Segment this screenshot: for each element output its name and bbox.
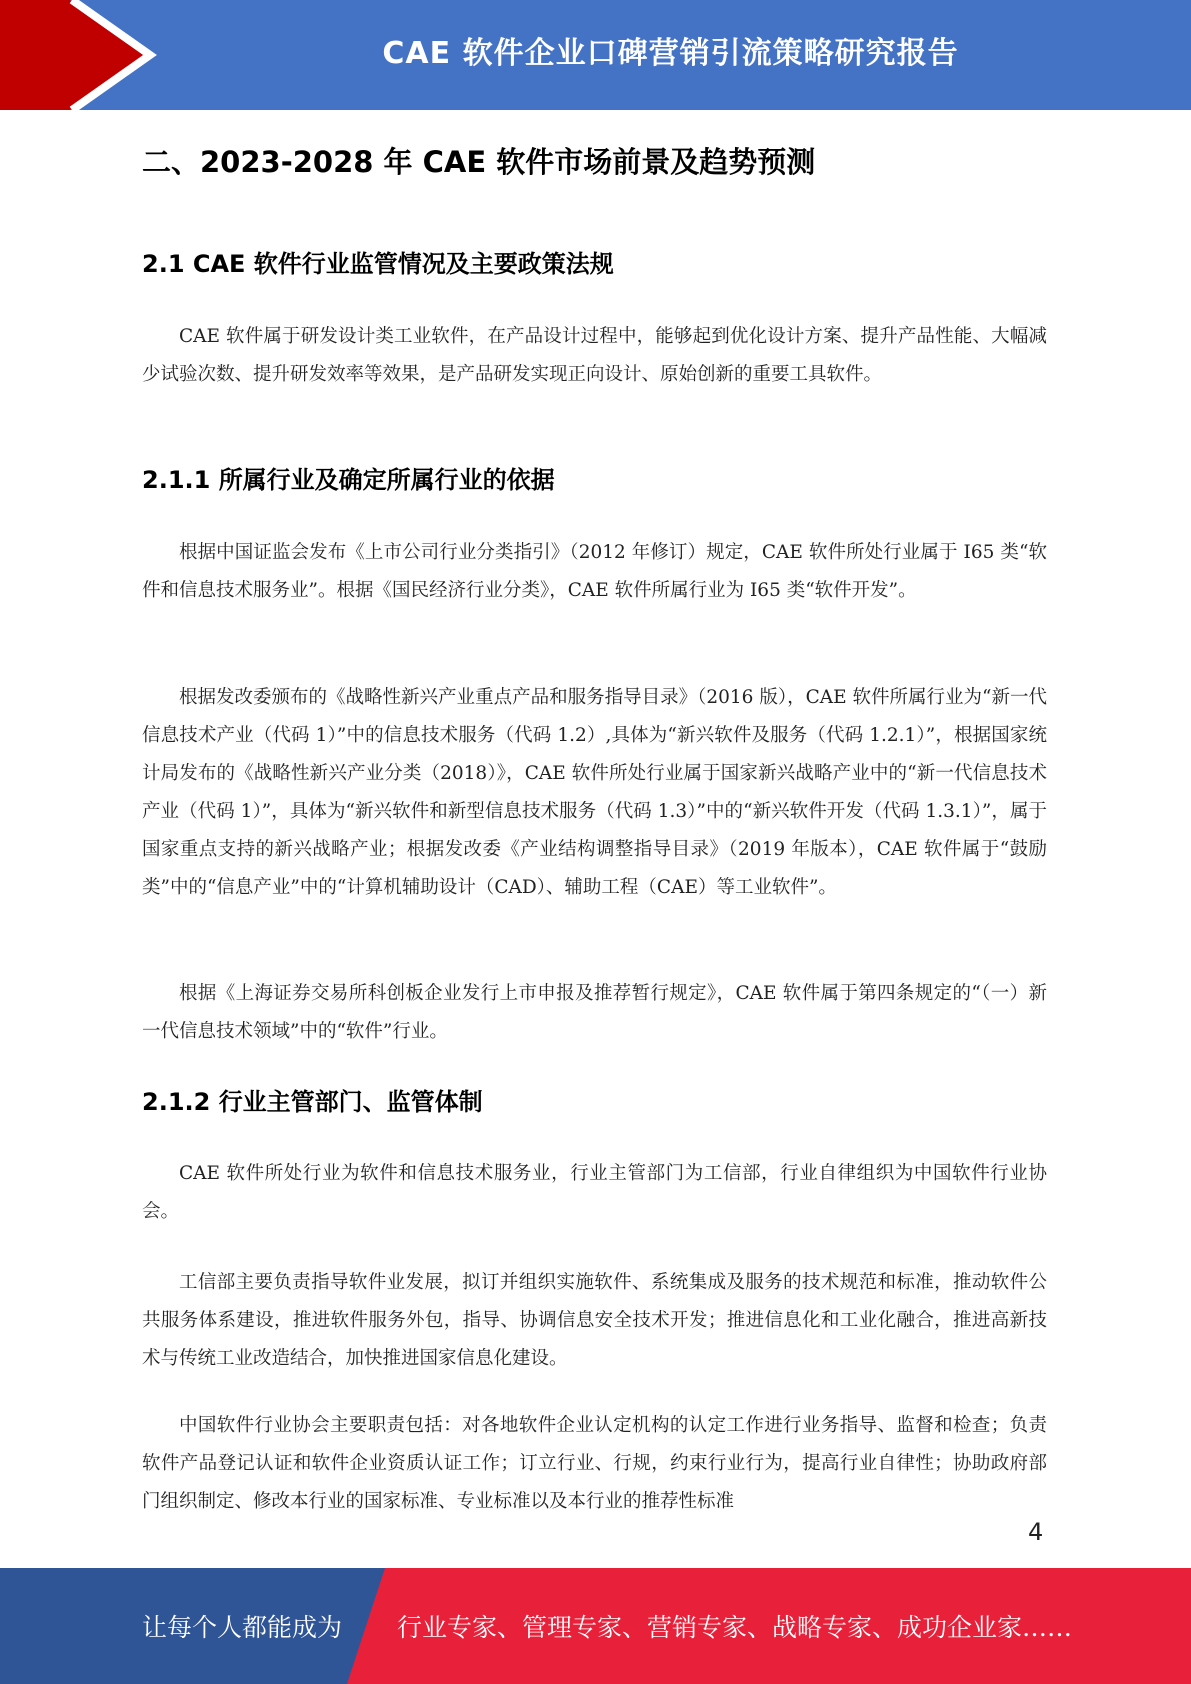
paragraph: 工信部主要负责指导软件业发展，拟订并组织实施软件、系统集成及服务的技术规范和标准，推动软件公共服务体系建设，推进软件服务外包，指导、协调信息安全技术开发；推进信息化和工业化融合，推进高新技术与传统工业改造结合，加快推进国家信息化建设。 [142,1272,1047,1369]
paragraph: 根据发改委颁布的《战略性新兴产业重点产品和服务指导目录》（2016 版），CAE 软件所属行业为“新一代信息技术产业（代码 1）”中的信息技术服务（代码 1.2）,具体为“新兴软件及服务（代码 1.2.1）”，根据国家统计局发布的《战略性新兴产业分类（2018）》，CAE 软件所处行业属于国家新兴战略产业中的“新一代信息技术产业（代码 1）”，具体为“新兴软件和新型信息技术服务（代码 1.3）”中的“新兴软件开发（代码 1.3.1）”，属于国家重点支持的新兴战略产业；根据发改委《产业结构调整指导目录》（2019 年版本），CAE 软件属于“鼓励类”中的“信息产业”中的“计算机辅助设计（CAD）、辅助工程（CAE）等工业软件”。 [142,687,1047,898]
page-number: 4 [1028,1518,1044,1546]
paragraph: 根据《上海证券交易所科创板企业发行上市申报及推荐暂行规定》，CAE 软件属于第四条规定的“（一）新一代信息技术领域”中的“软件”行业。 [142,983,1047,1042]
paragraph: 中国软件行业协会主要职责包括：对各地软件企业认定机构的认定工作进行业务指导、监督和检查；负责软件产品登记认证和软件企业资质认证工作；订立行业、行规，约束行业行为，提高行业自律性；协助政府部门组织制定、修改本行业的国家标准、专业标准以及本行业的推荐性标准 [142,1415,1047,1512]
report-title: CAE 软件企业口碑营销引流策略研究报告 [382,36,959,71]
footer-slogan-left: 让每个人都能成为 [142,1613,343,1642]
footer-slogan-right: 行业专家、管理专家、营销专家、战略专家、成功企业家…… [397,1613,1073,1642]
page-footer [0,1568,1191,1684]
section-heading: 2.1 CAE 软件行业监管情况及主要政策法规 [142,250,614,278]
subsection-heading-1: 2.1.1 所属行业及确定所属行业的依据 [142,466,555,494]
page-header [0,0,1191,110]
paragraph: 根据中国证监会发布《上市公司行业分类指引》（2012 年修订）规定，CAE 软件所处行业属于 I65 类“软件和信息技术服务业”。根据《国民经济行业分类》，CAE 软件所属行业为 I65 类“软件开发”。 [142,542,1047,601]
section-intro-paragraph: CAE 软件属于研发设计类工业软件，在产品设计过程中，能够起到优化设计方案、提升产品性能、大幅减少试验次数、提升研发效率等效果，是产品研发实现正向设计、原始创新的重要工具软件。 [142,326,1047,385]
paragraph: CAE 软件所处行业为软件和信息技术服务业，行业主管部门为工信部，行业自律组织为中国软件行业协会。 [142,1163,1047,1222]
chapter-title: 二、2023-2028 年 CAE 软件市场前景及趋势预测 [142,145,816,179]
subsection-heading-2: 2.1.2 行业主管部门、监管体制 [142,1088,483,1116]
